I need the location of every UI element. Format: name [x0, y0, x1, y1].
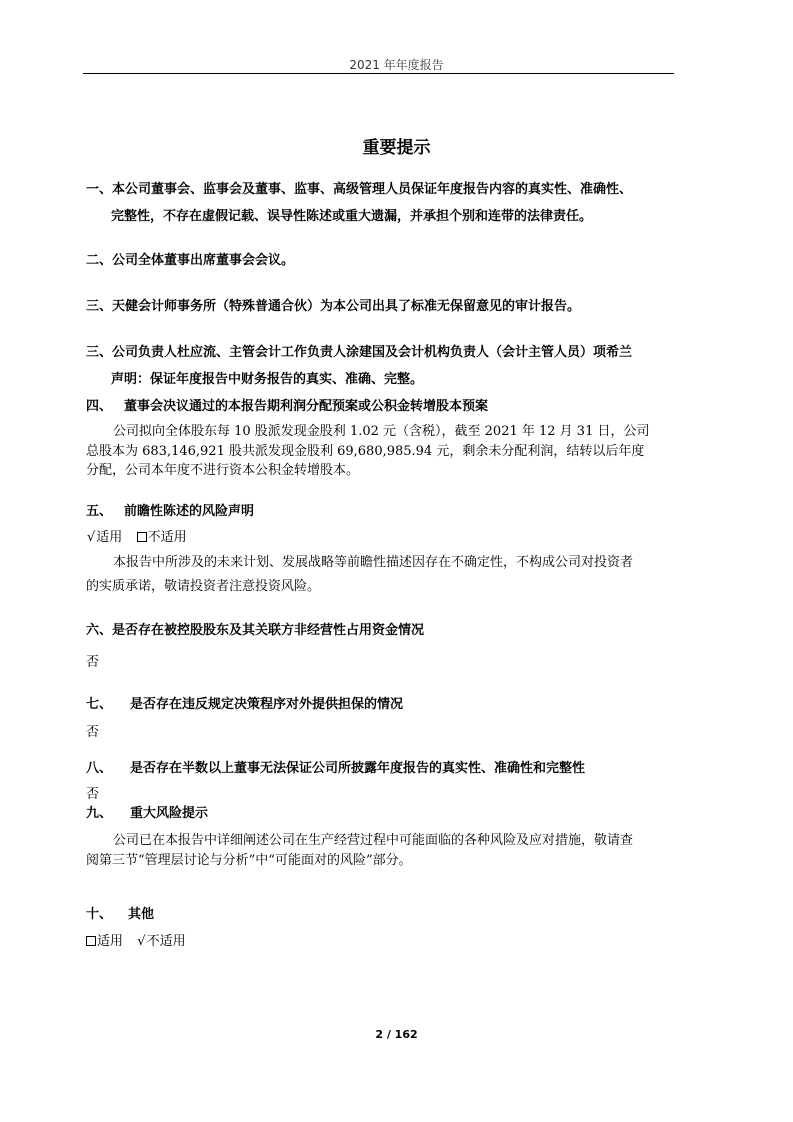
item-11-number: 十、	[86, 907, 113, 922]
item-1-line-1: 一、本公司董事会、监事会及董事、监事、高级管理人员保证年度报告内容的真实性、准确性、	[86, 182, 633, 197]
item-6-not-applicable-label: 不适用	[147, 530, 187, 545]
item-6-applicable-label: 适用	[96, 530, 123, 545]
item-4-line-2: 声明：保证年度报告中财务报告的真实、准确、完整。	[111, 372, 424, 387]
item-9-number: 八、	[86, 761, 113, 776]
item-10-title: 重大风险提示	[130, 806, 209, 821]
item-8-answer: 否	[86, 725, 100, 740]
check-mark-icon: √	[87, 530, 96, 545]
item-6-heading	[86, 500, 254, 519]
running-header: 2021 年年度报告	[349, 58, 444, 72]
item-4-line-1: 三、公司负责人杜应流、主管会计工作负责人涂建国及会计机构负责人（会计主管人员）项希兰	[86, 345, 633, 360]
item-2: 二、公司全体董事出席董事会会议。	[86, 253, 295, 268]
item-11-heading	[86, 903, 154, 922]
item-11-title: 其他	[128, 907, 155, 922]
item-5-heading	[86, 395, 488, 414]
item-11-options	[86, 930, 186, 949]
item-5-paragraph-line-1: 公司拟向全体股东每 10 股派发现金股利 1.02 元（含税），截至 2021 年 12 月 31 日，公司	[113, 424, 650, 439]
item-6-paragraph-line-1: 本报告中所涉及的未来计划、发展战略等前瞻性描述因存在不确定性，不构成公司对投资者	[113, 555, 634, 570]
item-7-heading: 六、是否存在被控股股东及其关联方非经营性占用资金情况	[86, 623, 425, 638]
item-10-paragraph-line-2: 阅第三节“管理层讨论与分析”中“可能面对的风险”部分。	[86, 853, 412, 868]
item-11-not-applicable-label: 不适用	[146, 934, 186, 949]
item-9-answer: 否	[86, 787, 100, 802]
item-8-heading	[86, 693, 403, 712]
empty-checkbox-icon	[86, 936, 96, 946]
item-7-answer: 否	[86, 655, 100, 670]
page-title: 重要提示	[362, 138, 431, 158]
item-8-title: 是否存在违反规定决策程序对外提供担保的情况	[130, 697, 404, 712]
item-6-options	[87, 526, 187, 545]
item-10-number: 九、	[86, 806, 113, 821]
check-mark-icon: √	[137, 934, 146, 949]
item-10-heading	[86, 802, 208, 821]
item-6-title: 前瞻性陈述的风险声明	[124, 504, 255, 519]
item-6-paragraph-line-2: 的实质承诺，敬请投资者注意投资风险。	[86, 579, 321, 594]
item-9-heading	[86, 757, 585, 776]
item-6-number: 五、	[86, 504, 113, 519]
item-5-number: 四、	[86, 399, 113, 414]
item-5-title: 董事会决议通过的本报告期利润分配预案或公积金转增股本预案	[124, 399, 489, 414]
item-8-number: 七、	[86, 697, 113, 712]
item-3: 三、天健会计师事务所（特殊普通合伙）为本公司出具了标准无保留意见的审计报告。	[86, 299, 581, 314]
page-number: 2 / 162	[375, 1028, 418, 1041]
item-1-line-2: 完整性，不存在虚假记载、误导性陈述或重大遗漏，并承担个别和连带的法律责任。	[111, 209, 593, 224]
item-10-paragraph-line-1: 公司已在本报告中详细阐述公司在生产经营过程中可能面临的各种风险及应对措施，敬请查	[113, 833, 634, 848]
item-9-title: 是否存在半数以上董事无法保证公司所披露年度报告的真实性、准确性和完整性	[130, 761, 586, 776]
empty-checkbox-icon	[137, 532, 147, 542]
header-divider	[83, 73, 674, 74]
item-5-paragraph-line-2: 总股本为 683,146,921 股共派发现金股利 69,680,985.94 元，剩余未分配利润，结转以后年度	[86, 444, 645, 459]
item-11-applicable-label: 适用	[97, 934, 124, 949]
item-5-paragraph-line-3: 分配，公司本年度不进行资本公积金转增股本。	[86, 463, 360, 478]
